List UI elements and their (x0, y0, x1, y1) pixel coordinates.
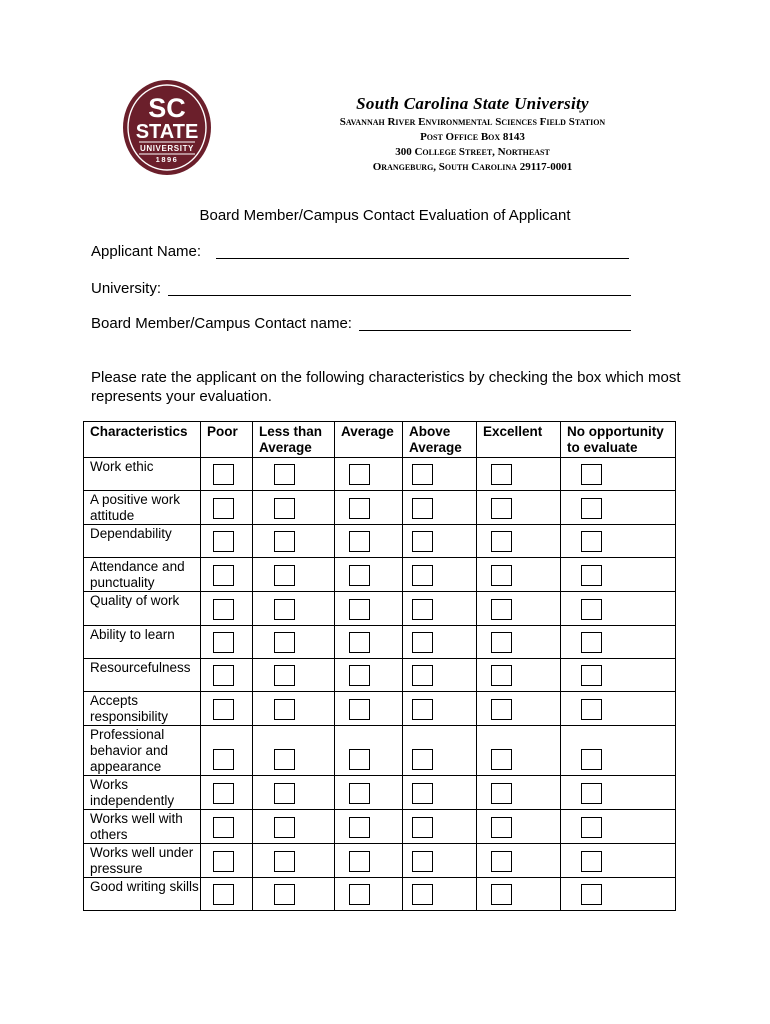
applicant-name-label: Applicant Name: (91, 243, 202, 260)
rating-checkbox[interactable] (581, 531, 602, 552)
rating-cell (477, 626, 561, 659)
rating-checkbox[interactable] (274, 665, 295, 686)
rating-cell (253, 458, 335, 491)
characteristic-label: Professional behavior and appearance (84, 726, 201, 776)
rating-cell (477, 810, 561, 844)
table-row (84, 844, 676, 878)
rating-cell (403, 844, 477, 878)
rating-cell (561, 878, 676, 911)
rating-cell (253, 592, 335, 626)
rating-checkbox[interactable] (581, 817, 602, 838)
rating-checkbox[interactable] (412, 749, 433, 770)
rating-checkbox[interactable] (274, 884, 295, 905)
characteristic-label: Works independently (84, 776, 201, 810)
rating-checkbox[interactable] (213, 817, 234, 838)
rating-cell (335, 558, 403, 592)
applicant-name-field[interactable] (216, 258, 629, 259)
rating-cell (403, 726, 477, 776)
rating-cell (201, 525, 253, 558)
rating-checkbox[interactable] (491, 531, 512, 552)
rating-cell (477, 525, 561, 558)
header-excellent: Excellent (477, 422, 561, 458)
rating-cell (477, 878, 561, 911)
rating-cell (477, 776, 561, 810)
table-row (84, 458, 676, 491)
rating-checkbox[interactable] (581, 699, 602, 720)
rating-cell (253, 525, 335, 558)
rating-cell (253, 776, 335, 810)
rating-checkbox[interactable] (349, 498, 370, 519)
rating-checkbox[interactable] (274, 464, 295, 485)
rating-checkbox[interactable] (491, 665, 512, 686)
rating-cell (253, 659, 335, 692)
rating-checkbox[interactable] (213, 498, 234, 519)
rating-cell (201, 878, 253, 911)
rating-cell (477, 558, 561, 592)
rating-checkbox[interactable] (213, 783, 234, 804)
rating-checkbox[interactable] (581, 851, 602, 872)
header-characteristics: Characteristics (84, 422, 201, 458)
rating-checkbox[interactable] (213, 749, 234, 770)
rating-checkbox[interactable] (412, 565, 433, 586)
rating-checkbox[interactable] (213, 851, 234, 872)
rating-cell (403, 592, 477, 626)
rating-checkbox[interactable] (274, 599, 295, 620)
logo-text-state: STATE (135, 121, 199, 143)
rating-checkbox[interactable] (581, 464, 602, 485)
rating-cell (201, 726, 253, 776)
rating-cell (477, 458, 561, 491)
rating-checkbox[interactable] (349, 531, 370, 552)
logo-text-sc: SC (148, 93, 186, 123)
rating-cell (335, 844, 403, 878)
rating-checkbox[interactable] (349, 464, 370, 485)
rating-checkbox[interactable] (213, 464, 234, 485)
university-label: University: (91, 280, 162, 297)
rating-checkbox[interactable] (412, 464, 433, 485)
rating-cell (561, 491, 676, 525)
rating-cell (403, 626, 477, 659)
rating-cell (201, 626, 253, 659)
table-row (84, 810, 676, 844)
table-header-row (84, 422, 676, 458)
table-row (84, 659, 676, 692)
table-row (84, 525, 676, 558)
rating-cell (403, 776, 477, 810)
characteristic-label: Good writing skills (84, 878, 201, 911)
rating-checkbox[interactable] (213, 531, 234, 552)
rating-checkbox[interactable] (412, 783, 433, 804)
rating-cell (335, 458, 403, 491)
rating-checkbox[interactable] (274, 632, 295, 653)
university-field[interactable] (168, 295, 631, 296)
instructions: Please rate the applicant on the following characteristics by checking the box which most represents your evaluation. (91, 369, 681, 405)
rating-checkbox[interactable] (274, 749, 295, 770)
rating-checkbox[interactable] (491, 817, 512, 838)
rating-cell (477, 491, 561, 525)
rating-checkbox[interactable] (581, 749, 602, 770)
rating-cell (253, 844, 335, 878)
rating-cell (201, 458, 253, 491)
rating-checkbox[interactable] (491, 851, 512, 872)
rating-cell (403, 878, 477, 911)
rating-checkbox[interactable] (213, 599, 234, 620)
rating-cell (335, 810, 403, 844)
address-line: Post Office Box 8143 (420, 131, 525, 143)
rating-cell (253, 692, 335, 726)
rating-cell (403, 659, 477, 692)
rating-checkbox[interactable] (581, 783, 602, 804)
table-row (84, 491, 676, 525)
rating-cell (335, 776, 403, 810)
rating-checkbox[interactable] (274, 699, 295, 720)
rating-cell (403, 491, 477, 525)
rating-table (83, 421, 676, 911)
form-title: Board Member/Campus Contact Evaluation of Applicant (199, 207, 571, 224)
address-line: Orangeburg, South Carolina 29117-0001 (372, 161, 573, 173)
rating-cell (201, 692, 253, 726)
table-row (84, 726, 676, 776)
rating-checkbox[interactable] (491, 783, 512, 804)
header-poor: Poor (201, 422, 253, 458)
rating-cell (335, 525, 403, 558)
rating-checkbox[interactable] (349, 599, 370, 620)
table-row (84, 776, 676, 810)
contact-name-field[interactable] (359, 330, 631, 331)
rating-cell (403, 692, 477, 726)
rating-checkbox[interactable] (581, 498, 602, 519)
rating-cell (561, 458, 676, 491)
rating-cell (477, 726, 561, 776)
logo-text-university: UNIVERSITY (139, 144, 195, 153)
rating-cell (335, 692, 403, 726)
rating-checkbox[interactable] (213, 699, 234, 720)
characteristic-label: Work ethic (84, 458, 201, 491)
rating-cell (403, 810, 477, 844)
rating-checkbox[interactable] (412, 632, 433, 653)
rating-checkbox[interactable] (274, 817, 295, 838)
rating-cell (253, 878, 335, 911)
rating-checkbox[interactable] (412, 851, 433, 872)
rating-cell (201, 776, 253, 810)
characteristic-label: Resourcefulness (84, 659, 201, 692)
rating-checkbox[interactable] (349, 699, 370, 720)
rating-checkbox[interactable] (412, 599, 433, 620)
characteristic-label: Attendance and punctuality (84, 558, 201, 592)
rating-checkbox[interactable] (274, 783, 295, 804)
rating-checkbox[interactable] (581, 665, 602, 686)
table-row (84, 626, 676, 659)
rating-checkbox[interactable] (491, 599, 512, 620)
characteristic-label: Accepts responsibility (84, 692, 201, 726)
rating-cell (335, 592, 403, 626)
table-row (84, 878, 676, 911)
characteristic-label: Works well with others (84, 810, 201, 844)
characteristic-label: Quality of work (84, 592, 201, 626)
rating-checkbox[interactable] (349, 884, 370, 905)
rating-cell (335, 659, 403, 692)
rating-checkbox[interactable] (491, 749, 512, 770)
rating-cell (201, 810, 253, 844)
table-row (84, 558, 676, 592)
rating-checkbox[interactable] (412, 817, 433, 838)
rating-cell (561, 692, 676, 726)
rating-cell (561, 626, 676, 659)
characteristic-label: Works well under pressure (84, 844, 201, 878)
rating-checkbox[interactable] (412, 531, 433, 552)
sc-state-logo (122, 79, 212, 176)
address-line: 300 College Street, Northeast (395, 146, 550, 158)
rating-checkbox[interactable] (349, 665, 370, 686)
rating-checkbox[interactable] (274, 498, 295, 519)
header-less-than-average: Less than Average (253, 422, 335, 458)
rating-cell (477, 592, 561, 626)
characteristic-label: Ability to learn (84, 626, 201, 659)
rating-checkbox[interactable] (349, 749, 370, 770)
header-no-opportunity: No opportunity to evaluate (561, 422, 676, 458)
rating-checkbox[interactable] (274, 531, 295, 552)
rating-checkbox[interactable] (491, 884, 512, 905)
rating-cell (253, 810, 335, 844)
rating-checkbox[interactable] (491, 699, 512, 720)
rating-cell (403, 525, 477, 558)
rating-checkbox[interactable] (581, 632, 602, 653)
rating-cell (477, 659, 561, 692)
rating-cell (253, 626, 335, 659)
address-line: Savannah River Environmental Sciences Field Station (339, 116, 606, 128)
rating-checkbox[interactable] (213, 565, 234, 586)
rating-cell (477, 844, 561, 878)
rating-cell (561, 776, 676, 810)
rating-checkbox[interactable] (213, 665, 234, 686)
rating-cell (561, 592, 676, 626)
rating-cell (335, 491, 403, 525)
rating-checkbox[interactable] (349, 632, 370, 653)
rating-cell (477, 692, 561, 726)
logo-text-year: 1896 (155, 155, 179, 164)
characteristic-label: Dependability (84, 525, 201, 558)
rating-checkbox[interactable] (213, 884, 234, 905)
rating-cell (201, 491, 253, 525)
rating-cell (201, 592, 253, 626)
rating-cell (561, 844, 676, 878)
rating-checkbox[interactable] (581, 565, 602, 586)
rating-cell (561, 659, 676, 692)
rating-checkbox[interactable] (274, 565, 295, 586)
rating-cell (561, 525, 676, 558)
rating-checkbox[interactable] (412, 699, 433, 720)
rating-checkbox[interactable] (412, 884, 433, 905)
header-above-average: Above Average (403, 422, 477, 458)
rating-checkbox[interactable] (349, 817, 370, 838)
rating-cell (561, 810, 676, 844)
rating-checkbox[interactable] (581, 884, 602, 905)
table-row (84, 692, 676, 726)
rating-cell (403, 458, 477, 491)
rating-checkbox[interactable] (274, 851, 295, 872)
rating-cell (253, 491, 335, 525)
rating-checkbox[interactable] (491, 464, 512, 485)
table-row (84, 592, 676, 626)
rating-cell (201, 659, 253, 692)
rating-cell (201, 558, 253, 592)
rating-cell (335, 878, 403, 911)
rating-checkbox[interactable] (491, 565, 512, 586)
rating-cell (253, 726, 335, 776)
rating-checkbox[interactable] (349, 851, 370, 872)
rating-cell (561, 558, 676, 592)
rating-cell (335, 726, 403, 776)
rating-cell (201, 844, 253, 878)
letterhead (275, 93, 670, 175)
rating-checkbox[interactable] (349, 783, 370, 804)
contact-name-label: Board Member/Campus Contact name: (91, 315, 352, 332)
rating-cell (253, 558, 335, 592)
characteristic-label: A positive work attitude (84, 491, 201, 525)
rating-checkbox[interactable] (213, 632, 234, 653)
rating-cell (335, 626, 403, 659)
rating-checkbox[interactable] (491, 498, 512, 519)
rating-checkbox[interactable] (412, 498, 433, 519)
university-name: South Carolina State University (356, 94, 589, 113)
rating-cell (561, 726, 676, 776)
rating-checkbox[interactable] (491, 632, 512, 653)
rating-checkbox[interactable] (581, 599, 602, 620)
rating-checkbox[interactable] (412, 665, 433, 686)
rating-cell (403, 558, 477, 592)
rating-checkbox[interactable] (349, 565, 370, 586)
header-average: Average (335, 422, 403, 458)
